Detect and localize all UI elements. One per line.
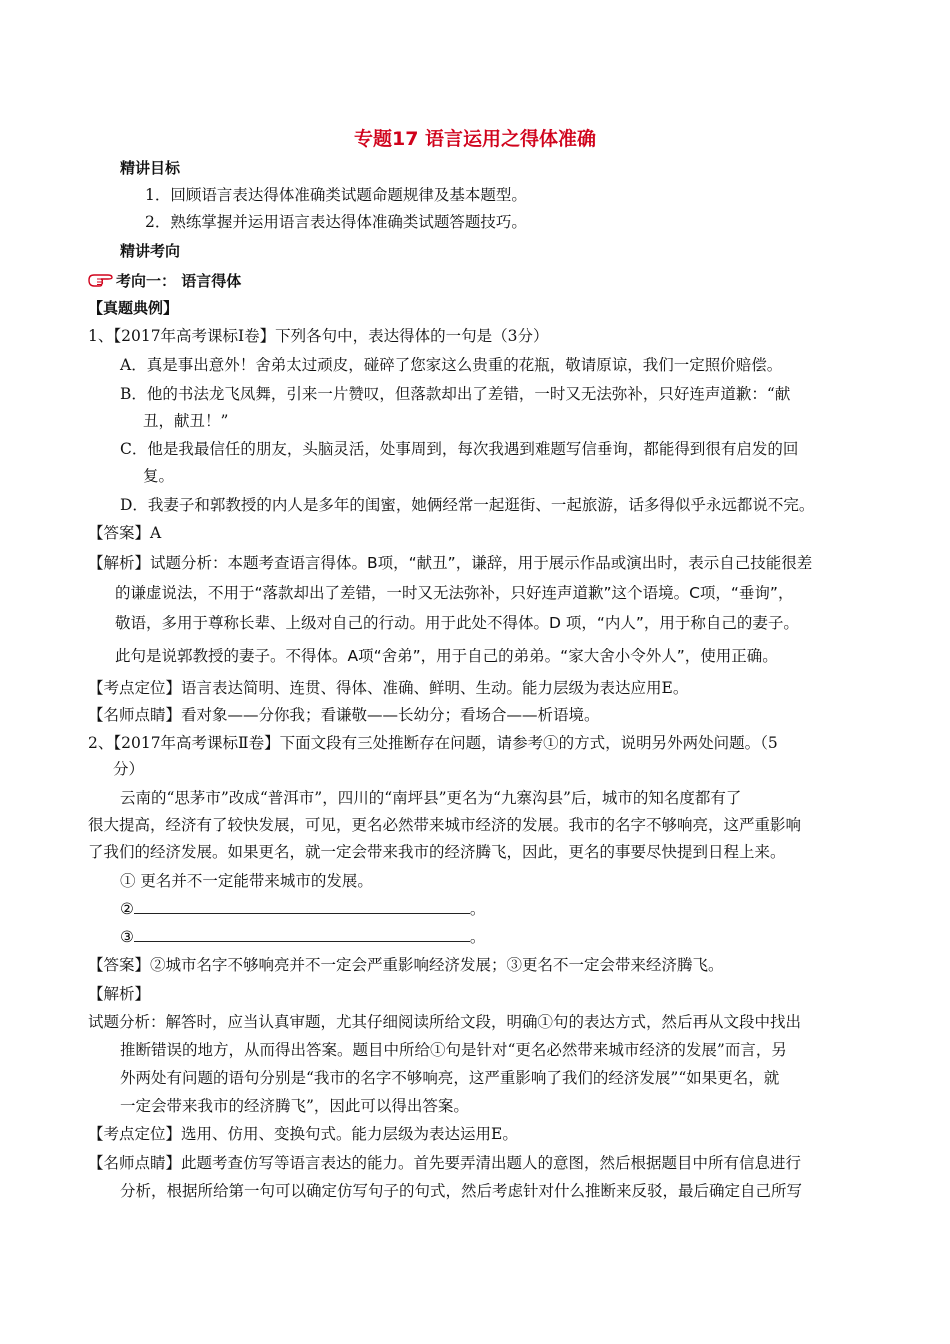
q1-analysis-line: 敬语，多用于尊称长辈、上级对自己的行动。用于此处不得体。D 项，“内人”，用于称自己的妻子。 bbox=[115, 614, 799, 632]
q1-option-c-cont: 复。 bbox=[143, 467, 175, 485]
q1-option-c: C．他是我最信任的朋友，头脑灵活，处事周到，每次我遇到难题写信垂询，都能得到很有启发的回 bbox=[120, 440, 799, 458]
q1-option-d: D．我妻子和郭教授的内人是多年的闺蜜，她俩经常一起逛街、一起旅游，话多得似乎永远都说不完。 bbox=[120, 496, 815, 514]
q2-stem-cont: 分） bbox=[113, 760, 145, 778]
q2-answer: 【答案】②城市名字不够响亮并不一定会严重影响经济发展；③更名不一定会带来经济腾飞。 bbox=[88, 956, 724, 974]
q2-item-2-number: ② bbox=[120, 900, 134, 918]
q1-analysis-line: 【解析】试题分析：本题考查语言得体。B项，“献丑”，谦辞，用于展示作品或演出时，表示自己技能很差 bbox=[88, 554, 813, 572]
q1-analysis-line: 此句是说郭教授的妻子。不得体。A项“舍弟”，用于自己的弟弟。“家大舍小令外人”，使用正确。 bbox=[115, 647, 778, 665]
q2-passage-line: 很大提高，经济有了较快发展，可见，更名必然带来城市经济的发展。我市的名字不够响亮，这严重影响 bbox=[88, 816, 802, 834]
q2-item-1: ① 更名并不一定能带来城市的发展。 bbox=[120, 872, 373, 890]
section-heading bbox=[88, 270, 241, 292]
q2-analysis-line: 推断错误的地方，从而得出答案。题目中所给①句是针对“更名必然带来城市经济的发展”而言，另 bbox=[120, 1041, 787, 1059]
q1-answer: 【答案】A bbox=[88, 524, 162, 542]
q2-point: 【考点定位】选用、仿用、变换句式。能力层级为表达运用E。 bbox=[88, 1125, 518, 1143]
pointing-hand-icon bbox=[88, 272, 114, 288]
q1-option-b: B．他的书法龙飞凤舞，引来一片赞叹，但落款却出了差错，一时又无法弥补，只好连声道歉：“献 bbox=[120, 385, 791, 403]
q2-passage-line: 云南的“思茅市”改成“普洱市”，四川的“南坪县”更名为“九寨沟县”后，城市的知名度都有了 bbox=[120, 789, 742, 807]
goals-heading: 精讲目标 bbox=[120, 159, 181, 177]
q1-option-a: A．真是事出意外！舍弟太过顽皮，碰碎了您家这么贵重的花瓶，敬请原谅，我们一定照价赔偿。 bbox=[120, 356, 783, 374]
q2-analysis-line: 一定会带来我市的经济腾飞”，因此可以得出答案。 bbox=[120, 1097, 469, 1115]
q2-item-3-period: 。 bbox=[469, 928, 486, 946]
goal-item: 2．熟练掌握并运用语言表达得体准确类试题答题技巧。 bbox=[145, 213, 527, 231]
answer-blank[interactable] bbox=[134, 927, 470, 942]
q2-passage-line: 了我们的经济发展。如果更名，就一定会带来我市的经济腾飞，因此，更名的事要尽快提到日程上来。 bbox=[88, 843, 786, 861]
direction-heading: 精讲考向 bbox=[120, 242, 181, 260]
answer-blank[interactable] bbox=[134, 899, 470, 914]
goal-item: 1．回顾语言表达得体准确类试题命题规律及基本题型。 bbox=[145, 186, 527, 204]
examples-heading: 【真题典例】 bbox=[88, 299, 179, 317]
q2-item-2-period: 。 bbox=[469, 900, 486, 918]
q2-tip: 【名师点睛】此题考查仿写等语言表达的能力。首先要弄清出题人的意图，然后根据题目中所有信息进行 bbox=[88, 1154, 802, 1172]
q1-stem: 1、【2017年高考课标Ⅰ卷】下列各句中，表达得体的一句是（3分） bbox=[88, 327, 549, 345]
q2-analysis-line: 外两处有问题的语句分别是“我市的名字不够响亮，这严重影响了我们的经济发展”“如果更名，就 bbox=[120, 1069, 780, 1087]
q1-analysis-line: 的谦虚说法，不用于“落款却出了差错，一时又无法弥补，只好连声道歉”这个语境。C项，“垂询”， bbox=[115, 584, 794, 602]
q1-tip: 【名师点睛】看对象——分你我；看谦敬——长幼分；看场合——析语境。 bbox=[88, 706, 600, 724]
q2-stem: 2、【2017年高考课标Ⅱ卷】下面文段有三处推断存在问题，请参考①的方式，说明另外两处问题。（5 bbox=[88, 734, 778, 752]
q2-tip-cont: 分析，根据所给第一句可以确定仿写句子的句式，然后考虑针对什么推断来反驳，最后确定自己所写 bbox=[120, 1182, 803, 1200]
section-label: 考向一： 语言得体 bbox=[116, 272, 242, 290]
q1-option-b-cont: 丑，献丑！” bbox=[143, 412, 229, 430]
q2-analysis-line: 试题分析：解答时，应当认真审题，尤其仔细阅读所给文段，明确①句的表达方式，然后再从文段中找出 bbox=[88, 1013, 802, 1031]
q2-item-3 bbox=[120, 926, 485, 948]
q2-item-2 bbox=[120, 898, 485, 920]
page-title: 专题17 语言运用之得体准确 bbox=[353, 128, 597, 150]
q2-analysis-heading: 【解析】 bbox=[88, 985, 151, 1003]
q2-item-3-number: ③ bbox=[120, 928, 134, 946]
q1-point: 【考点定位】语言表达简明、连贯、得体、准确、鲜明、生动。能力层级为表达应用E。 bbox=[88, 679, 689, 697]
